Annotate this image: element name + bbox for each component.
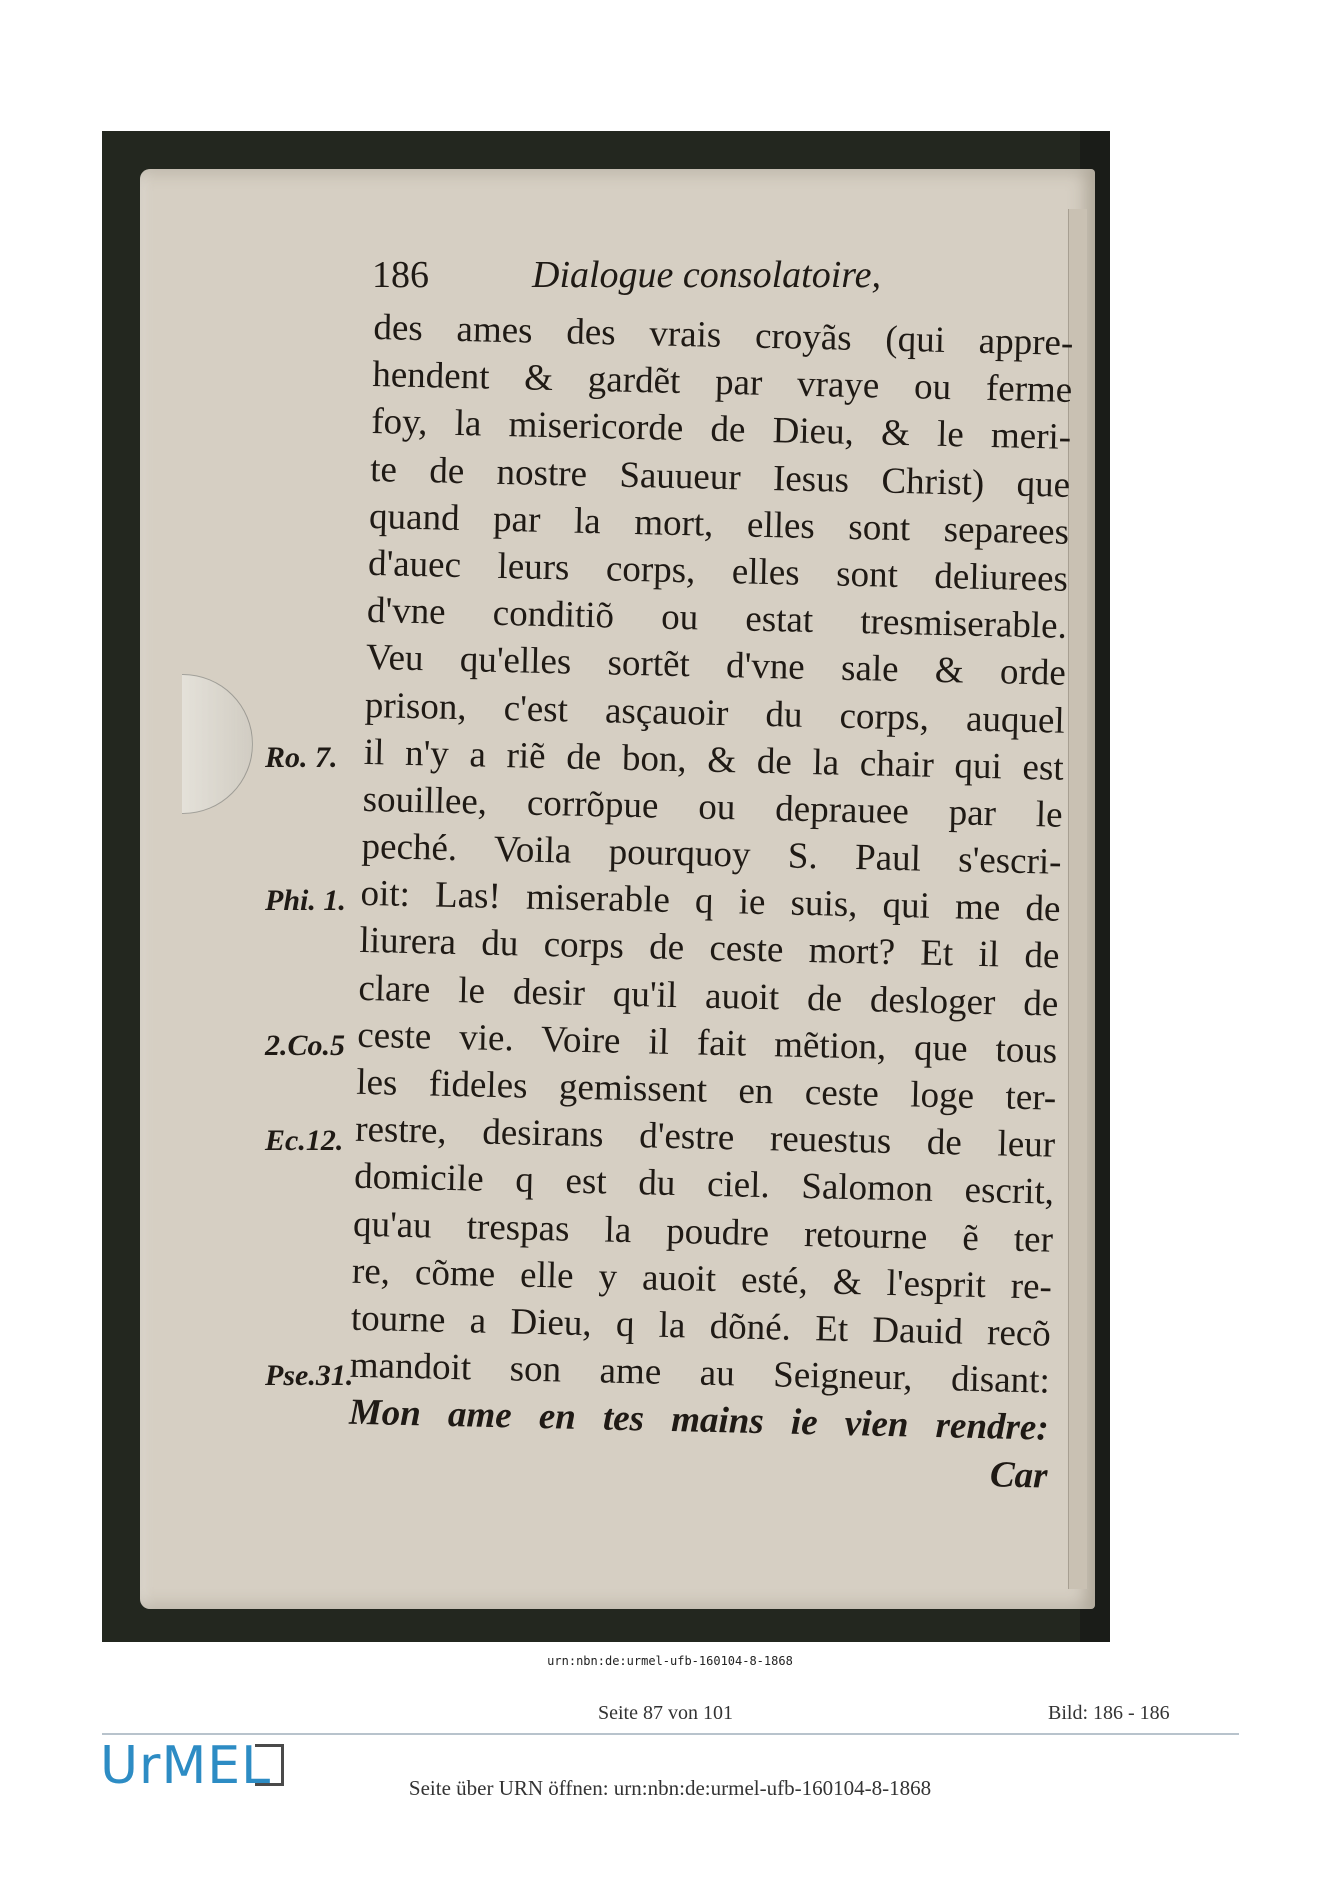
urn-link[interactable]: Seite über URN öffnen: urn:nbn:de:urmel-ufb-160104-8-1868 (408, 1776, 932, 1800)
marginal-note: Pse.31. (265, 1359, 354, 1392)
text-line: tourne a Dieu, q la dõné. Et Dauid recõ (350, 1297, 1052, 1355)
text-line: peché. Voila pourquoy S. Paul s'escri- (361, 825, 1062, 883)
logo-text: UrMEL (100, 1736, 272, 1796)
scanned-page-image (102, 131, 1110, 1642)
text-line: mandoit son ame au Seigneur, disant: (349, 1344, 1051, 1402)
text-line: domicile q est du ciel. Salomon escrit, (353, 1156, 1055, 1214)
text-line: il n'y a riẽ de bon, & de la chair qui est (363, 731, 1065, 789)
text-line: d'auec leurs corps, elles sont deliurees (367, 542, 1069, 600)
catchword: Car (989, 1453, 1049, 1497)
scan-urn-label: urn:nbn:de:urmel-ufb-160104-8-1868 (547, 1654, 793, 1668)
text-line: clare le desir qu'il auoit de desloger de (358, 967, 1059, 1025)
text-line: liurera du corps de ceste mort? Et il de (359, 920, 1060, 978)
text-line: oit: Las! miserable q ie suis, qui me de (360, 873, 1061, 930)
page-clip (182, 674, 253, 814)
page-count: Seite 87 von 101 (598, 1702, 733, 1724)
marginal-note: Phi. 1. (265, 884, 346, 917)
italic-quote-line: Mon ame en tes mains ie vien rendre: (348, 1392, 1050, 1449)
marginal-note: Ec.12. (265, 1124, 344, 1157)
book-page (140, 169, 1095, 1609)
text-line: d'vne conditiõ ou estat tresmiserable. (366, 590, 1068, 647)
body-text (347, 304, 1074, 1499)
image-range: Bild: 186 - 186 (1048, 1702, 1170, 1724)
running-title: Dialogue consolatoire, (532, 254, 881, 296)
text-line: hendent & gardẽt par vraye ou ferme (371, 354, 1073, 412)
text-line: qu'au trespas la poudre retourne ẽ ter (352, 1203, 1054, 1261)
text-line: prison, c'est asçauoir du corps, auquel (364, 684, 1066, 742)
text-line: ceste vie. Voire il fait mẽtion, que tous (356, 1014, 1058, 1072)
text-line: foy, la misericorde de Dieu, & le meri- (370, 401, 1072, 459)
text-line: les fideles gemissent en ceste loge ter- (355, 1061, 1057, 1119)
text-line: quand par la mort, elles sont separees (368, 495, 1070, 553)
text-line: Veu qu'elles sortẽt d'vne sale & orde (365, 637, 1067, 695)
marginal-note: Ro. 7. (265, 741, 338, 774)
text-line: te de nostre Sauueur Iesus Christ) que (369, 448, 1071, 506)
text-line: re, cõme elle y auoit esté, & l'esprit re- (351, 1250, 1053, 1308)
text-line: souillee, corrõpue ou deprauee par le (362, 778, 1064, 836)
marginal-note: 2.Co.5 (265, 1029, 346, 1062)
footer-divider (102, 1733, 1239, 1735)
text-line: des ames des vrais croyãs (qui appre- (373, 306, 1074, 364)
page-number: 186 (372, 254, 429, 296)
text-line: restre, desirans d'estre reuestus de leur (354, 1108, 1056, 1166)
page-header (372, 253, 1072, 303)
